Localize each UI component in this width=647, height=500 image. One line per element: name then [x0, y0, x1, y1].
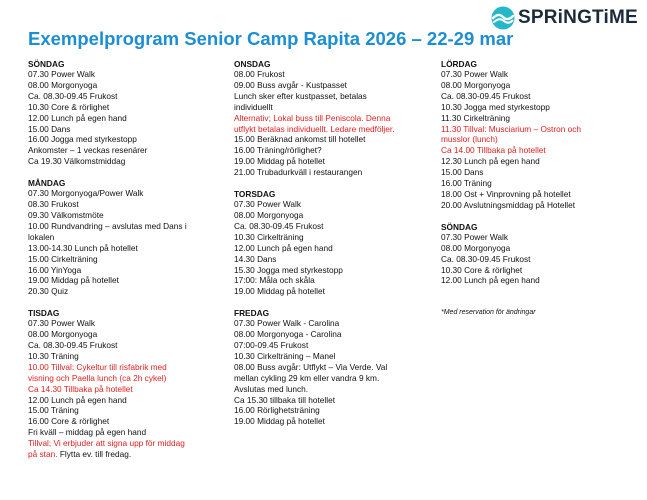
schedule-line [234, 243, 424, 254]
schedule-line [441, 145, 631, 156]
schedule-line [441, 189, 631, 200]
schedule-line [234, 340, 424, 351]
schedule-line [28, 373, 216, 384]
schedule-line [28, 449, 216, 460]
schedule-line [441, 91, 631, 102]
activity-text: Fri kväll – middag på egen hand [28, 427, 147, 438]
schedule-line [234, 113, 424, 124]
section-gap [28, 167, 216, 178]
activity-text: 16.00 Rörlighetsträning [234, 405, 320, 416]
activity-text: 07.30 Morgonyoga/Power Walk [28, 188, 144, 199]
activity-text: mellan cykling 29 km eller vandra 9 km. [234, 372, 380, 383]
activity-text: 11.30 Cirkelträning [441, 112, 511, 123]
activity-text: 08.00 Morgonyoga [441, 79, 511, 90]
schedule-line [234, 275, 424, 286]
schedule-line [28, 384, 216, 395]
brand-name: SPRiNGTiME [518, 7, 638, 28]
schedule-line [234, 265, 424, 276]
column-3-days [441, 59, 631, 286]
schedule-line [234, 210, 424, 221]
activity-text: individuellt [234, 101, 273, 112]
schedule-line [234, 362, 424, 373]
activity-text: 10.00 Rundvandring – avslutas med Dans i [28, 220, 187, 231]
schedule-line [28, 113, 216, 124]
activity-text: 08.00 Morgonyoga [28, 329, 98, 340]
schedule-line [441, 102, 631, 113]
schedule-line [441, 178, 631, 189]
optional-activity-text: Ca 14.30 Tillbaka på hotellet [28, 383, 133, 394]
activity-text: 07:00-09.45 Frukost [234, 340, 309, 351]
day-section-lördag [441, 59, 631, 211]
schedule-line [234, 80, 424, 91]
schedule-line [28, 188, 216, 199]
schedule-line [441, 275, 631, 286]
activity-text: 20.00 Avslutningsmiddag på Hotellet [441, 199, 576, 210]
activity-text: 07.30 Power Walk - Carolina [234, 318, 340, 329]
schedule-line [234, 373, 424, 384]
schedule-column-3 [441, 59, 631, 318]
schedule-line [234, 232, 424, 243]
schedule-line [441, 124, 631, 135]
activity-text: 08.30 Frukost [28, 199, 79, 210]
schedule-line [441, 254, 631, 265]
activity-text: 07.30 Power Walk [441, 69, 509, 79]
page-title: Exempelprogram Senior Camp Rapita 2026 – 22-29 mar [28, 28, 514, 49]
day-section-tisdag [28, 308, 216, 460]
schedule-line [234, 254, 424, 265]
schedule-column-1 [28, 59, 216, 460]
activity-text: 10.30 Träning [28, 350, 79, 361]
activity-text: 10.30 Core & rörlighet [441, 264, 523, 275]
activity-text: Lunch sker efter kustpasset, betalas [234, 90, 367, 101]
activity-text: 13.00-14.30 Lunch på hotellet [28, 242, 138, 253]
activity-text: 17:00: Måla och skåla [234, 275, 315, 286]
schedule-line [441, 265, 631, 276]
day-section-torsdag [234, 189, 424, 297]
section-gap [234, 178, 424, 189]
schedule-column-2 [234, 59, 424, 427]
activity-text: 07.30 Power Walk [441, 231, 509, 242]
activity-text: lokalen [28, 231, 55, 242]
day-heading: ONSDAG [234, 59, 271, 69]
activity-text: 12.00 Lunch på egen hand [28, 112, 127, 123]
activity-text: 10.30 Cirkelträning – Manel [234, 350, 336, 361]
schedule-line [441, 232, 631, 243]
activity-text: 16.00 Träning [441, 178, 492, 189]
schedule-line [28, 427, 216, 438]
activity-text: 07.30 Power Walk [234, 199, 302, 210]
schedule-line [28, 254, 216, 265]
activity-text: 16.00 YinYoga [28, 264, 82, 275]
schedule-line [28, 318, 216, 329]
wave-logo-icon [491, 6, 515, 30]
schedule-line [234, 156, 424, 167]
schedule-line [28, 80, 216, 91]
schedule-line [234, 416, 424, 427]
schedule-line [28, 243, 216, 254]
activity-text: 15.00 Cirkelträning [28, 253, 98, 264]
schedule-line [28, 395, 216, 406]
schedule-line [234, 351, 424, 362]
schedule-line [234, 102, 424, 113]
day-heading: TISDAG [28, 308, 60, 319]
day-section-fredag [234, 308, 424, 427]
section-gap [28, 297, 216, 308]
schedule-line [441, 243, 631, 254]
day-section-onsdag [234, 59, 424, 178]
day-heading: MÅNDAG [28, 178, 66, 189]
schedule-line [28, 275, 216, 286]
schedule-line [441, 113, 631, 124]
schedule-line [28, 438, 216, 449]
section-gap [234, 297, 424, 308]
activity-text: 08.00 Morgonyoga [234, 209, 304, 220]
activity-text: 09.00 Buss avgår - Kustpasset [234, 79, 347, 90]
activity-text: 15.30 Jogga med styrkestopp [234, 264, 343, 275]
schedule-line [28, 156, 216, 167]
activity-text: 09.30 Välkomstmöte [28, 209, 104, 220]
activity-text: 19.00 Middag på hotellet [234, 416, 325, 427]
schedule-line [441, 134, 631, 145]
schedule-line [28, 134, 216, 145]
schedule-line [28, 329, 216, 340]
schedule-line [28, 199, 216, 210]
schedule-line [234, 221, 424, 232]
schedule-line [234, 69, 424, 80]
schedule-line [28, 91, 216, 102]
schedule-line [28, 340, 216, 351]
schedule-line [28, 221, 216, 232]
schedule-line [441, 156, 631, 167]
optional-activity-text: på stan. [28, 449, 58, 460]
activity-text: 15.00 Träning [28, 405, 79, 416]
activity-text: 10.30 Jogga med styrkestopp [441, 101, 550, 112]
activity-text: 19.00 Middag på hotellet [234, 156, 325, 167]
springtime-logo [491, 6, 638, 30]
schedule-line [28, 416, 216, 427]
schedule-line [441, 69, 631, 80]
schedule-line [28, 405, 216, 416]
schedule-line [28, 286, 216, 297]
activity-text: 20.30 Quiz [28, 286, 69, 297]
activity-text: 12.00 Lunch på egen hand [234, 242, 333, 253]
schedule-line [234, 286, 424, 297]
schedule-line [441, 167, 631, 178]
activity-text: Ca 19.30 Välkomstmiddag [28, 156, 126, 167]
activity-text: 19.00 Middag på hotellet [234, 286, 325, 297]
activity-text: 12.00 Lunch på egen hand [28, 394, 127, 405]
activity-text: 08.00 Morgonyoga - Carolina [234, 329, 342, 340]
activity-text: 07.30 Power Walk [28, 318, 96, 329]
optional-activity-text: 10.00 Tillval: Cykeltur till risfabrik med [28, 361, 167, 372]
day-heading: TORSDAG [234, 189, 276, 200]
schedule-line [28, 265, 216, 276]
optional-activity-text: utflykt betalas individuellt. Ledare medföljer. [234, 123, 395, 134]
activity-text: 16.00 Core & rörlighet [28, 416, 110, 427]
schedule-line [234, 395, 424, 406]
section-gap [441, 211, 631, 222]
activity-text: 14.30 Dans [234, 253, 277, 264]
activity-text: 15.00 Dans [28, 123, 71, 134]
optional-activity-text: musslor (lunch) [441, 134, 498, 145]
optional-activity-text: 11.30 Tillval: Musciarium – Ostron och [441, 123, 582, 134]
optional-activity-text: Ca 14.00 Tillbaka på hotellet [441, 145, 546, 156]
schedule-line [28, 124, 216, 135]
activity-text: Ca 15.30 tillbaka till hotellet [234, 394, 336, 405]
activity-text: Ankomster – 1 veckas resenärer [28, 145, 148, 156]
activity-text: Ca. 08.30-09.45 Frukost [28, 90, 118, 101]
schedule-line [234, 384, 424, 395]
activity-text: Ca. 08.30-09.45 Frukost [441, 253, 531, 264]
schedule-line [234, 199, 424, 210]
schedule-line [28, 145, 216, 156]
activity-text: 08.00 Morgonyoga [28, 79, 98, 90]
activity-text-tail: Flytta ev. till fredag. [57, 449, 132, 460]
activity-text: 15.00 Beräknad ankomst till hotellet [234, 134, 366, 145]
day-heading: SÖNDAG [28, 59, 65, 69]
schedule-line [234, 134, 424, 145]
day-section-söndag [28, 59, 216, 167]
optional-activity-text: Tillval; Vi erbjuder att signa upp för middag [28, 438, 185, 449]
day-heading: SÖNDAG [441, 221, 478, 232]
schedule-line [28, 210, 216, 221]
schedule-line [234, 124, 424, 135]
schedule-line [28, 102, 216, 113]
schedule-line [28, 232, 216, 243]
optional-activity-text: visning och Paella lunch (ca 2h cykel) [28, 372, 167, 383]
schedule-line [441, 200, 631, 211]
activity-text: 16.00 Jogga med styrkestopp [28, 134, 137, 145]
activity-text: Avslutas med lunch. [234, 383, 309, 394]
activity-text: Ca. 08.30-09.45 Frukost [441, 90, 531, 101]
activity-text: 19.00 Middag på hotellet [28, 275, 119, 286]
disclaimer-note: *Med reservation för ändringar [441, 309, 536, 317]
schedule-line [234, 405, 424, 416]
activity-text: 18.00 Ost + Vinprovning på hotellet [441, 188, 571, 199]
activity-text: 08.00 Buss avgår: Utflykt – Via Verde. Val [234, 361, 388, 372]
activity-text: 08.00 Morgonyoga [441, 242, 511, 253]
schedule-line [28, 351, 216, 362]
day-heading: FREDAG [234, 308, 270, 319]
activity-text: Ca. 08.30-09.45 Frukost [28, 340, 118, 351]
schedule-line [28, 362, 216, 373]
activity-text: Ca. 08.30-09.45 Frukost [234, 220, 324, 231]
activity-text: 15.00 Dans [441, 167, 484, 178]
day-section-söndag [441, 222, 631, 287]
optional-activity-text: Alternativ; Lokal buss till Peniscola. Denna [234, 112, 391, 123]
activity-text: 10.30 Cirkelträning [234, 231, 304, 242]
schedule-line [234, 167, 424, 178]
schedule-line [441, 80, 631, 91]
activity-text: 21.00 Trubadurkväll i restaurangen [234, 167, 363, 178]
activity-text: 07.30 Power Walk [28, 69, 96, 79]
schedule-line [28, 69, 216, 80]
activity-text: 10.30 Core & rörlighet [28, 101, 110, 112]
activity-text: 12.30 Lunch på egen hand [441, 156, 540, 167]
activity-text: 08.00 Frukost [234, 69, 285, 79]
schedule-line [234, 91, 424, 102]
schedule-line [234, 329, 424, 340]
schedule-line [234, 145, 424, 156]
activity-text: 12.00 Lunch på egen hand [441, 275, 540, 286]
day-section-måndag [28, 178, 216, 297]
schedule-line [234, 318, 424, 329]
day-heading: LÖRDAG [441, 59, 477, 69]
activity-text: 16.00 Träning/rörlighet? [234, 145, 322, 156]
